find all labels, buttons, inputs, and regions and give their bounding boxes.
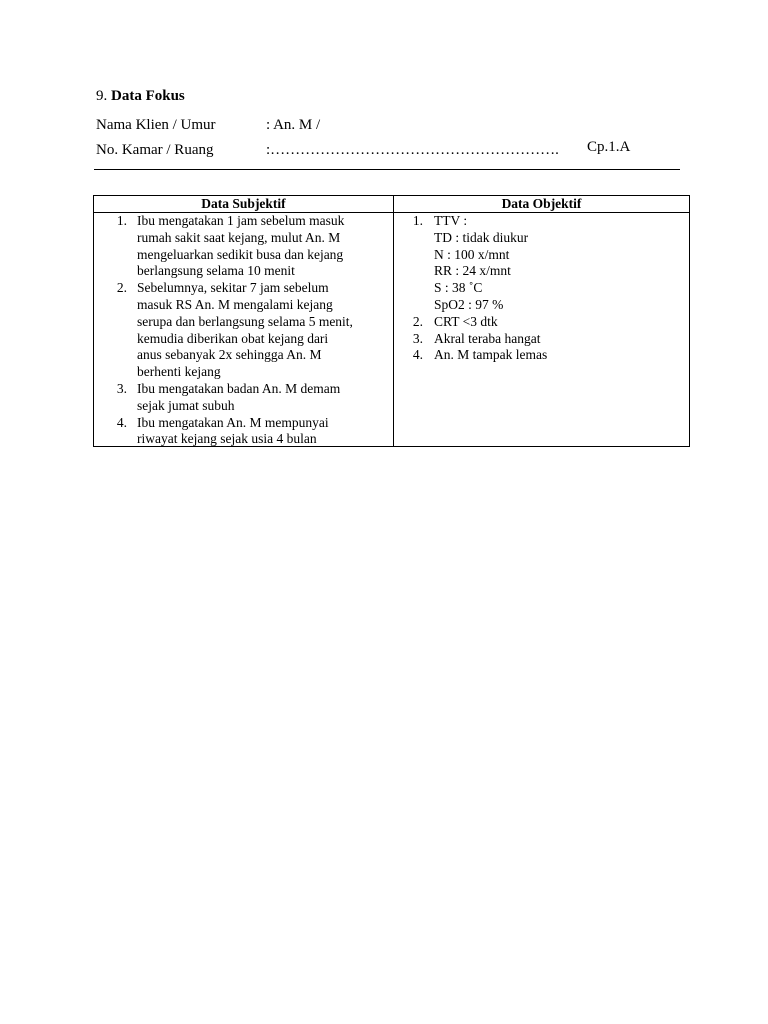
list-item-text-line: TTV : <box>434 213 468 228</box>
list-item-text-line: berlangsung selama 10 menit <box>137 263 295 279</box>
list-item-text-line: riwayat kejang sejak usia 4 bulan <box>137 431 317 447</box>
list-item-text-line: Ibu mengatakan 1 jam sebelum masuk <box>137 213 345 228</box>
focus-data-table <box>93 195 690 447</box>
list-item <box>394 314 689 331</box>
list-item-number: 1. <box>412 213 423 228</box>
subjective-cell <box>94 213 393 448</box>
list-item <box>394 213 689 314</box>
list-item-text-line: Ibu mengatakan badan An. M demam <box>137 380 341 396</box>
list-item-number: 4. <box>412 347 423 363</box>
list-item-text-line: mengeluarkan sedikit busa dan kejang <box>137 246 344 262</box>
section-heading <box>96 87 185 105</box>
list-item-number: 1. <box>116 213 127 228</box>
list-item <box>94 381 393 415</box>
list-item-text-line: TD : tidak diukur <box>434 229 529 245</box>
list-item-text-line: berhenti kejang <box>137 364 221 380</box>
list-item-text-line: Akral teraba hangat <box>434 330 541 346</box>
header-divider <box>94 169 680 170</box>
list-item <box>394 347 689 364</box>
list-item-number: 4. <box>116 414 127 430</box>
subjective-list <box>94 213 393 448</box>
list-item-number: 3. <box>412 330 423 346</box>
list-item-text-line: anus sebanyak 2x sehingga An. M <box>137 347 322 363</box>
section-title: Data Fokus <box>111 88 185 104</box>
room-value: :…………………………………………………. <box>266 142 559 158</box>
list-item-text-line: S : 38 ˚C <box>434 280 483 296</box>
list-item-text-line: CRT <3 dtk <box>434 313 498 329</box>
list-item <box>394 331 689 348</box>
list-item-text-line: RR : 24 x/mnt <box>434 263 511 279</box>
client-name-label: Nama Klien / Umur <box>96 117 216 133</box>
list-item-text-line: masuk RS An. M mengalami kejang <box>137 296 333 312</box>
objective-list <box>394 213 689 364</box>
objective-cell <box>394 213 689 364</box>
list-item-text-line: kemudia diberikan obat kejang dari <box>137 330 329 346</box>
list-item <box>94 213 393 280</box>
list-item-number: 2. <box>412 313 423 329</box>
list-item-number: 2. <box>116 280 127 296</box>
list-item <box>94 280 393 381</box>
section-number: 9. <box>96 88 108 104</box>
list-item-text-line: SpO2 : 97 % <box>434 296 504 312</box>
subjective-header: Data Subjektif <box>201 196 286 211</box>
list-item-text-line: serupa dan berlangsung selama 5 menit, <box>137 313 353 329</box>
list-item <box>94 415 393 449</box>
list-item-text-line: Sebelumnya, sekitar 7 jam sebelum <box>137 280 329 296</box>
list-item-text-line: An. M tampak lemas <box>434 347 548 363</box>
list-item-text-line: sejak jumat subuh <box>137 397 235 413</box>
objective-header: Data Objektif <box>501 196 582 211</box>
list-item-text-line: Ibu mengatakan An. M mempunyai <box>137 414 329 430</box>
list-item-number: 3. <box>116 380 127 396</box>
room-label: No. Kamar / Ruang <box>96 142 214 158</box>
client-name-value: : An. M / <box>266 117 321 133</box>
document-code: Cp.1.A <box>587 139 631 155</box>
list-item-text-line: N : 100 x/mnt <box>434 246 510 262</box>
list-item-text-line: rumah sakit saat kejang, mulut An. M <box>137 229 341 245</box>
